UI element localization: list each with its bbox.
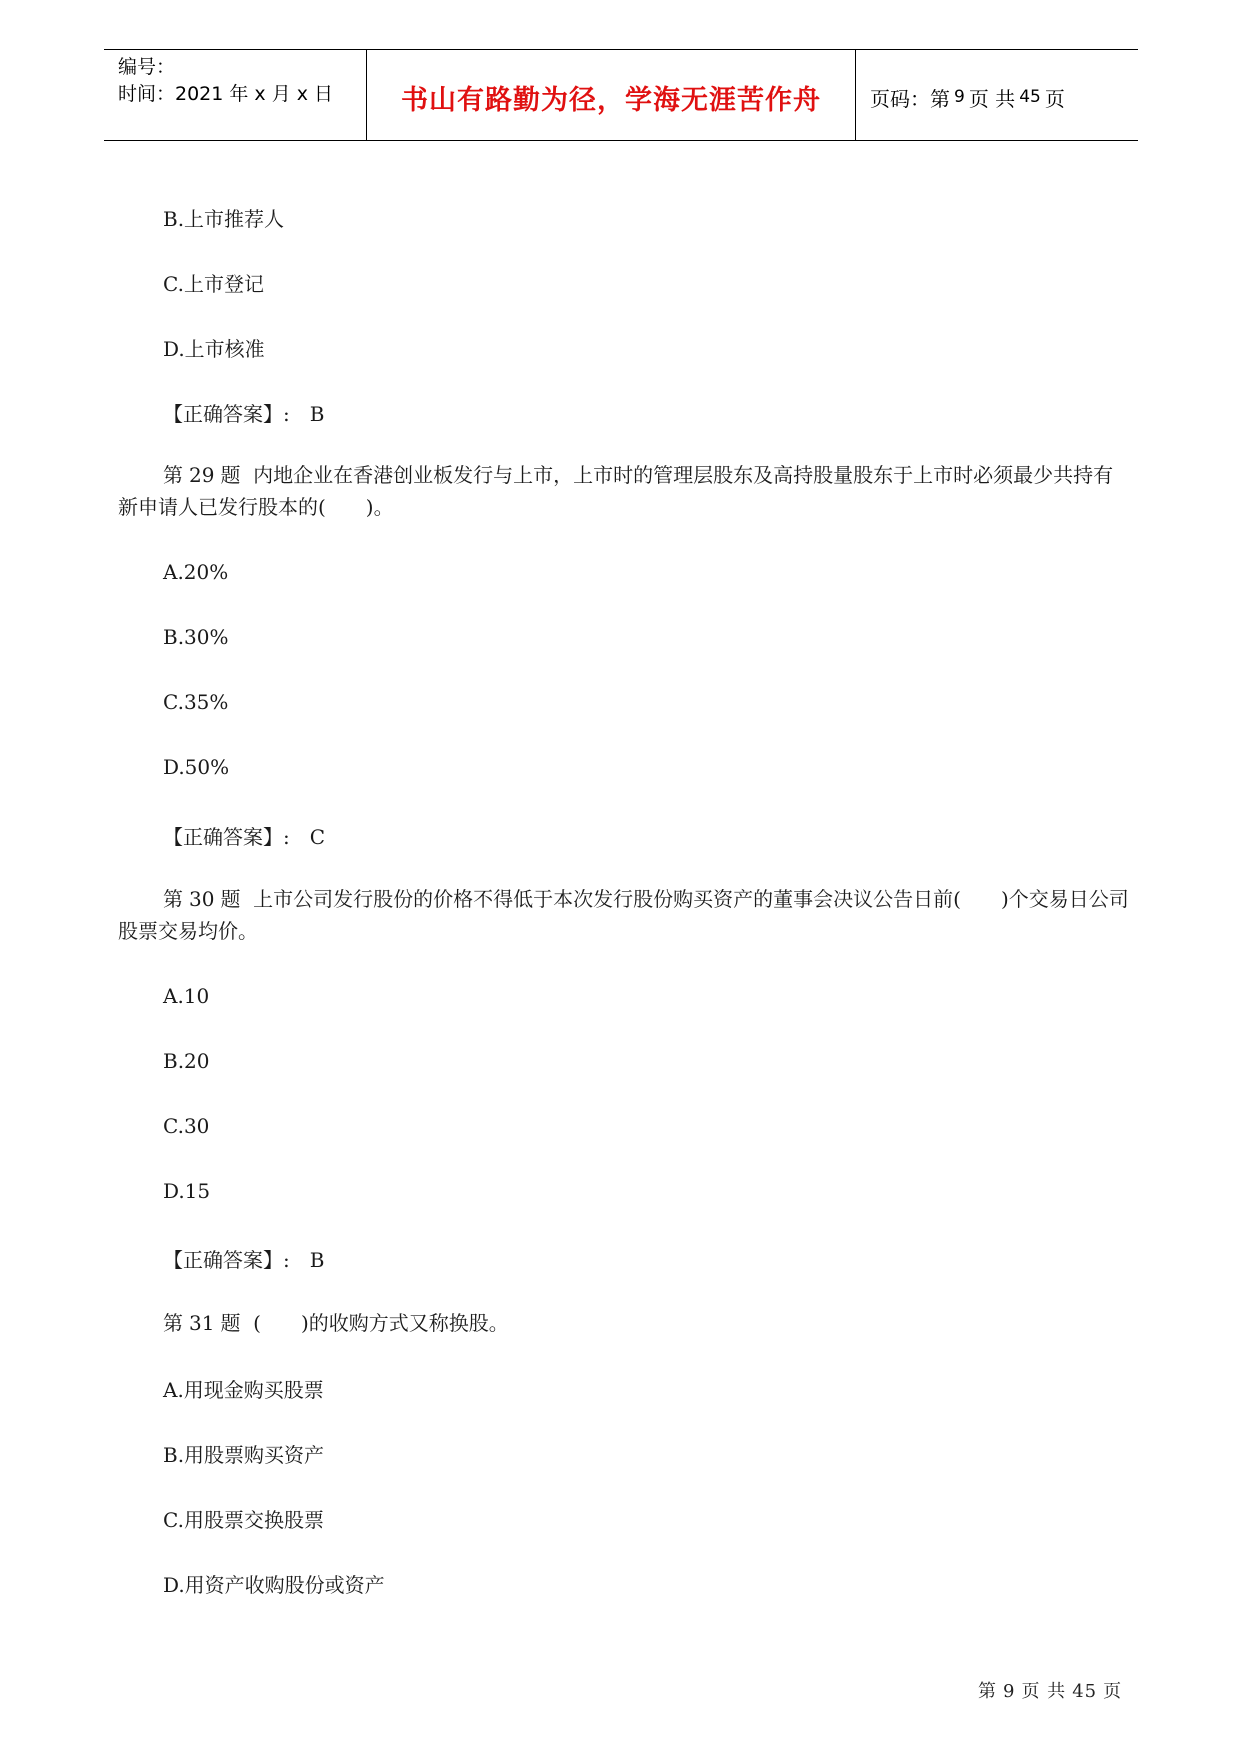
header-motto: 书山有路勤为径，学海无涯苦作舟 [367,50,856,140]
header-page-suffix: 页 [1044,86,1065,111]
question-prefix: 第 [163,887,183,911]
correct-answer [163,821,325,850]
answer-option: D.上市核准 [163,337,265,361]
answer-option: B.30% [163,625,229,649]
answer-option: B.用股票购买资产 [163,1443,325,1467]
footer-current-page: 9 [1003,1681,1016,1702]
answer-option: B.上市推荐人 [163,207,285,231]
page-footer [975,1677,1125,1703]
correct-answer-value: B [309,1248,325,1272]
header-page-current: 9 [954,87,965,107]
answer-option: C.上市登记 [163,272,264,296]
document-time-label: 时间：2021 年 x 月 x 日 [118,83,334,105]
header-page-mid: 页 共 [968,86,1016,111]
answer-option: D.用资产收购股份或资产 [163,1573,385,1597]
question [118,1307,1132,1339]
answer-option: D.50% [163,755,230,779]
header-page-total: 45 [1019,87,1041,107]
page-header [104,49,1138,141]
correct-answer [163,1244,324,1273]
correct-answer-label: 【正确答案】: [163,402,290,426]
answer-option: D.15 [163,1179,211,1203]
question-prefix: 第 [163,463,183,487]
answer-option: C.30 [163,1114,210,1138]
correct-answer [163,398,324,427]
answer-option: C.35% [163,690,229,714]
question [118,459,1132,523]
correct-answer-value: C [309,825,326,849]
answer-option: C.用股票交换股票 [163,1508,324,1532]
correct-answer-value: B [309,402,325,426]
answer-option: A.20% [163,560,229,584]
correct-answer-label: 【正确答案】: [163,825,290,849]
question-number: 31 [189,1311,215,1335]
header-page-indicator [856,50,1138,140]
question-text: 内地企业在香港创业板发行与上市，上市时的管理层股东及高持股量股东于上市时必须最少共持有新申请人已发行股本的( )。 [118,463,1114,519]
question-prefix: 第 [163,1311,183,1335]
question-text: 上市公司发行股份的价格不得低于本次发行股份购买资产的董事会决议公告日前( )个交易日公司股票交易均价。 [118,887,1129,943]
footer-suffix: 页 [1103,1681,1123,1702]
question-suffix: 题 [220,463,241,487]
header-meta [104,50,367,140]
correct-answer-label: 【正确答案】: [163,1248,290,1272]
footer-prefix: 第 [978,1681,997,1702]
question-number: 30 [189,887,215,911]
question [118,883,1132,947]
footer-total-pages: 45 [1072,1681,1098,1702]
document-number-label: 编号： [118,56,176,78]
footer-mid: 页 共 [1021,1681,1067,1702]
question-text: ( )的收购方式又称换股。 [253,1311,509,1335]
header-page-prefix: 页码：第 [870,86,950,111]
question-suffix: 题 [220,1311,241,1335]
question-number: 29 [189,463,215,487]
answer-option: A.用现金购买股票 [163,1378,324,1402]
answer-option: A.10 [163,984,210,1008]
answer-option: B.20 [163,1049,210,1073]
question-suffix: 题 [220,887,241,911]
